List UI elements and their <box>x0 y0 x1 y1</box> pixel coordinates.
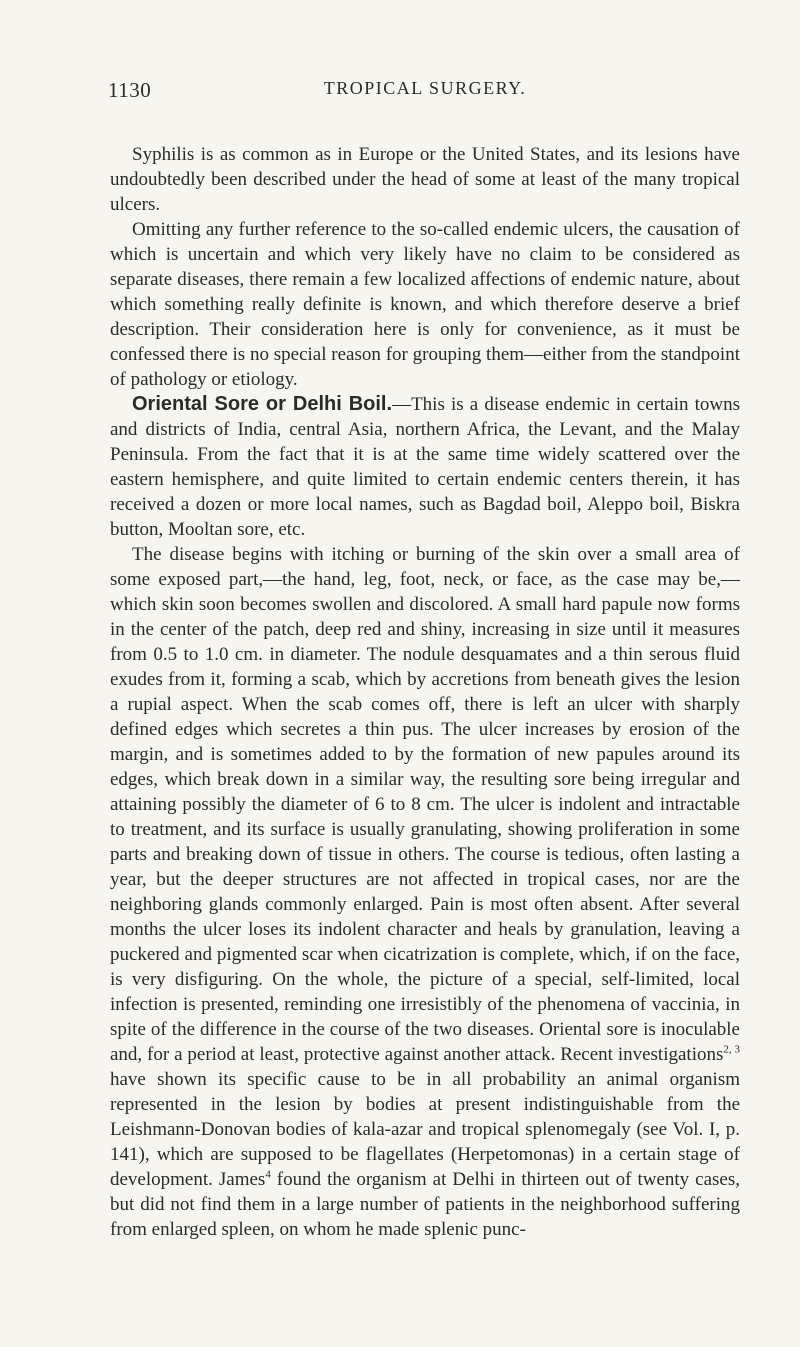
paragraph-endemic-affections <box>110 217 740 392</box>
footnote-marker: 2, 3 <box>723 1043 740 1056</box>
section-heading: Oriental Sore or Delhi Boil. <box>132 393 393 415</box>
paragraph-disease-course <box>110 542 740 1242</box>
paragraph-text: have shown its specific cause to be in all probability an animal organism represented in the lesion by bodies at present indistinguishable from the Leishmann-Donovan bodies of kala-azar and tropical splenomegaly (see Vol. I, p. 141), which are supposed to be flagellates (Herpetomonas) in a certain stage of development. James <box>110 1069 740 1190</box>
paragraph-text: The disease begins with itching or burning of the skin over a small area of some exposed part,—the hand, leg, foot, neck, or face, as the case may be,—which skin soon becomes swollen and discolored. A small hard papule now forms in the center of the patch, deep red and shiny, increasing in size until it measures from 0.5 to 1.0 cm. in diameter. The nodule desquamates and a thin serous fluid exudes from it, forming a scab, which by accretions from beneath gives the lesion a rupial aspect. When the scab comes off, there is left an ulcer with sharply defined edges which secretes a thin pus. The ulcer increases by erosion of the margin, and is sometimes added to by the formation of new papules around its edges, which break down in a similar way, the resulting sore being irregular and attaining possibly the diameter of 6 to 8 cm. The ulcer is indolent and intractable to treatment, and its surface is usually granulating, showing proliferation in some parts and breaking down of tissue in others. The course is tedious, often lasting a year, but the deeper structures are not affected in tropical cases, nor are the neighboring glands commonly enlarged. Pain is most often absent. After several months the ulcer loses its indolent character and heals by granulation, leaving a puckered and pigmented scar when cicatrization is complete, which, if on the face, is very disfiguring. On the whole, the picture of a special, self-limited, local infection is presented, reminding one irresistibly of the phenomena of vaccinia, in spite of the difference in the course of the two diseases. Oriental sore is inoculable and, for a period at least, protective against another attack. Recent investigations <box>110 544 740 1065</box>
paragraph-text: Syphilis is as common as in Europe or the United States, and its lesions have undoubtedly been described under the head of some at least of the many tropical ulcers. <box>110 144 740 215</box>
paragraph-text: —This is a disease endemic in certain towns and districts of India, central Asia, northern Africa, the Levant, and the Malay Peninsula. From the fact that it is at the same time widely scattered over the eastern hemisphere, and quite limited to certain endemic centers therein, it has received a dozen or more local names, such as Bagdad boil, Aleppo boil, Biskra button, Mooltan sore, etc. <box>110 394 741 540</box>
running-title: TROPICAL SURGERY. <box>323 78 527 98</box>
paragraph-text: found the organism at Delhi in thirteen out of twenty cases, but did not find them in a large number of patients in the neighborhood suffering from enlarged spleen, on whom he made splenic punc- <box>110 1169 740 1240</box>
paragraph-text: Omitting any further reference to the so-called endemic ulcers, the causation of which is uncertain and which very likely have no claim to be considered as separate diseases, there remain a few localized affections of endemic nature, about which something really definite is known, and which therefore deserve a brief description. Their consideration here is only for convenience, as it must be confessed there is no special reason for grouping them—either from the standpoint of pathology or etiology. <box>110 219 740 390</box>
footnote-marker: 4 <box>265 1168 271 1181</box>
body-text <box>110 142 740 1242</box>
running-head <box>110 78 740 112</box>
paragraph-syphilis <box>110 142 740 217</box>
page-number: 1130 <box>108 78 152 102</box>
paragraph-oriental-sore <box>110 392 740 542</box>
